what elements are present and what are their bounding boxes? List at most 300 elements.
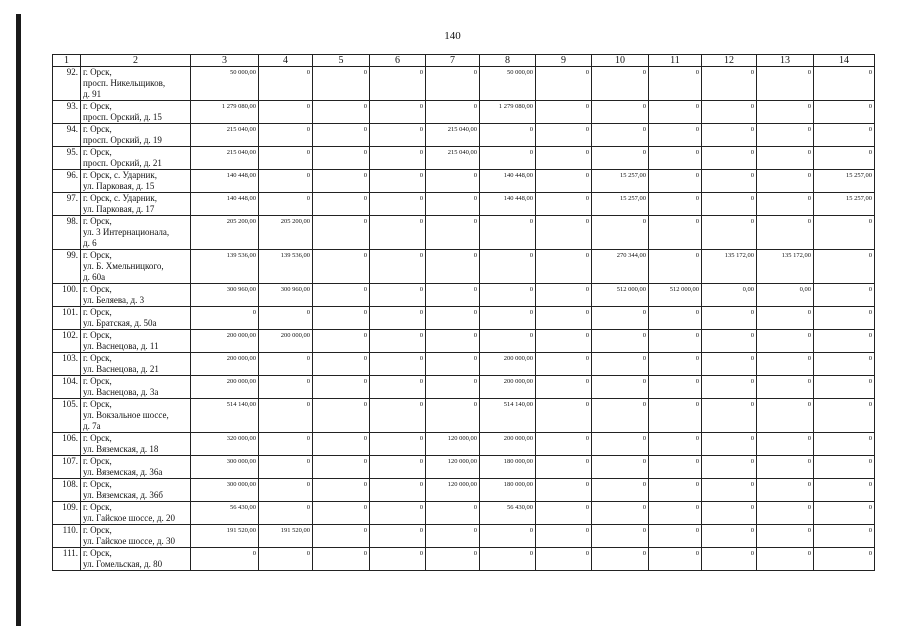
address-cell [81, 307, 191, 330]
value-cell: 0 [480, 250, 536, 284]
value-cell: 0 [649, 307, 702, 330]
value-cell: 180 000,00 [480, 479, 536, 502]
address-line: ул. Васнецова, д. 3а [83, 387, 159, 397]
table-row [53, 479, 875, 502]
value-cell: 0 [536, 147, 592, 170]
value-cell: 0 [814, 284, 875, 307]
value-cell: 0 [592, 376, 649, 399]
value-cell: 0 [814, 456, 875, 479]
value-cell: 0 [649, 330, 702, 353]
value-cell: 0 [757, 353, 814, 376]
value-cell: 0 [426, 216, 480, 250]
value-cell: 0 [313, 548, 370, 571]
address-line: г. Орск, [83, 250, 112, 260]
value-cell: 0,00 [757, 284, 814, 307]
address-line: просп. Орский, д. 15 [83, 112, 162, 122]
value-cell: 0 [649, 479, 702, 502]
table-row [53, 353, 875, 376]
value-cell: 0 [649, 193, 702, 216]
value-cell: 0 [757, 307, 814, 330]
value-cell: 0 [592, 479, 649, 502]
column-header: 2 [81, 55, 191, 67]
value-cell: 205 200,00 [191, 216, 259, 250]
value-cell: 0 [259, 502, 313, 525]
value-cell: 0 [702, 376, 757, 399]
value-cell: 215 040,00 [191, 147, 259, 170]
value-cell: 0 [313, 101, 370, 124]
column-header: 11 [649, 55, 702, 67]
value-cell: 0 [313, 170, 370, 193]
address-line: д. 60а [83, 272, 106, 282]
value-cell: 0 [480, 548, 536, 571]
value-cell: 0 [370, 525, 426, 548]
table-row [53, 330, 875, 353]
address-line: г. Орск, [83, 376, 112, 386]
value-cell: 320 000,00 [191, 433, 259, 456]
value-cell: 0 [757, 147, 814, 170]
column-header: 1 [53, 55, 81, 67]
address-line: г. Орск, [83, 330, 112, 340]
address-cell [81, 216, 191, 250]
value-cell: 0 [370, 170, 426, 193]
value-cell: 0 [536, 170, 592, 193]
address-line: г. Орск, [83, 525, 112, 535]
value-cell: 0 [426, 376, 480, 399]
value-cell: 0 [649, 525, 702, 548]
value-cell: 300 000,00 [191, 456, 259, 479]
value-cell: 0,00 [702, 284, 757, 307]
value-cell: 0 [702, 216, 757, 250]
address-cell [81, 548, 191, 571]
row-number: 96. [53, 170, 81, 193]
value-cell: 0 [702, 124, 757, 147]
value-cell: 0 [426, 250, 480, 284]
value-cell: 0 [702, 330, 757, 353]
value-cell: 0 [370, 284, 426, 307]
value-cell: 0 [426, 193, 480, 216]
value-cell: 0 [649, 147, 702, 170]
value-cell: 0 [702, 548, 757, 571]
value-cell: 56 430,00 [480, 502, 536, 525]
row-number: 104. [53, 376, 81, 399]
value-cell: 0 [480, 284, 536, 307]
value-cell: 0 [814, 525, 875, 548]
value-cell: 0 [702, 525, 757, 548]
value-cell: 139 536,00 [191, 250, 259, 284]
value-cell: 0 [536, 216, 592, 250]
value-cell: 300 000,00 [191, 479, 259, 502]
value-cell: 0 [536, 456, 592, 479]
table-row [53, 170, 875, 193]
row-number: 111. [53, 548, 81, 571]
address-line: г. Орск, [83, 399, 112, 409]
value-cell: 0 [259, 433, 313, 456]
row-number: 102. [53, 330, 81, 353]
address-line: просп. Орский, д. 21 [83, 158, 162, 168]
value-cell: 0 [313, 525, 370, 548]
value-cell: 0 [536, 433, 592, 456]
value-cell: 0 [426, 548, 480, 571]
column-header: 12 [702, 55, 757, 67]
value-cell: 0 [814, 250, 875, 284]
value-cell: 0 [370, 307, 426, 330]
value-cell: 0 [370, 399, 426, 433]
row-number: 92. [53, 67, 81, 101]
value-cell: 50 000,00 [191, 67, 259, 101]
value-cell: 0 [649, 502, 702, 525]
address-line: ул. Васнецова, д. 11 [83, 341, 159, 351]
value-cell: 0 [536, 124, 592, 147]
value-cell: 0 [426, 307, 480, 330]
column-header: 9 [536, 55, 592, 67]
address-line: ул. Васнецова, д. 21 [83, 364, 159, 374]
register-table [52, 54, 875, 571]
value-cell: 0 [814, 433, 875, 456]
address-line: ул. Вяземская, д. 18 [83, 444, 159, 454]
value-cell: 0 [592, 433, 649, 456]
value-cell: 0 [370, 193, 426, 216]
column-header: 8 [480, 55, 536, 67]
column-header: 3 [191, 55, 259, 67]
value-cell: 0 [313, 193, 370, 216]
value-cell: 0 [536, 193, 592, 216]
value-cell: 0 [757, 548, 814, 571]
value-cell: 205 200,00 [259, 216, 313, 250]
value-cell: 0 [649, 216, 702, 250]
address-line: ул. Вяземская, д. 36а [83, 467, 163, 477]
value-cell: 0 [313, 124, 370, 147]
value-cell: 140 448,00 [191, 170, 259, 193]
address-cell [81, 399, 191, 433]
column-header: 5 [313, 55, 370, 67]
value-cell: 0 [702, 353, 757, 376]
table-row [53, 433, 875, 456]
value-cell: 200 000,00 [191, 376, 259, 399]
address-line: д. 7а [83, 421, 101, 431]
value-cell: 0 [536, 250, 592, 284]
value-cell: 0 [259, 353, 313, 376]
value-cell: 0 [426, 284, 480, 307]
value-cell: 0 [370, 353, 426, 376]
table-row [53, 250, 875, 284]
value-cell: 56 430,00 [191, 502, 259, 525]
table-row [53, 101, 875, 124]
row-number: 105. [53, 399, 81, 433]
value-cell: 0 [757, 193, 814, 216]
address-line: г. Орск, [83, 307, 112, 317]
value-cell: 0 [259, 67, 313, 101]
address-line: г. Орск, [83, 101, 112, 111]
address-line: ул. Парковая, д. 15 [83, 181, 155, 191]
value-cell: 0 [370, 101, 426, 124]
header-row [53, 55, 875, 67]
column-header: 4 [259, 55, 313, 67]
address-cell [81, 330, 191, 353]
value-cell: 0 [313, 376, 370, 399]
value-cell: 0 [592, 456, 649, 479]
value-cell: 0 [814, 330, 875, 353]
address-line: г. Орск, [83, 479, 112, 489]
row-number: 107. [53, 456, 81, 479]
value-cell: 0 [259, 456, 313, 479]
value-cell: 0 [649, 124, 702, 147]
value-cell: 0 [592, 216, 649, 250]
value-cell: 215 040,00 [191, 124, 259, 147]
value-cell: 0 [370, 67, 426, 101]
value-cell: 0 [259, 399, 313, 433]
address-line: г. Орск, [83, 456, 112, 466]
value-cell: 0 [702, 456, 757, 479]
value-cell: 0 [370, 433, 426, 456]
value-cell: 0 [702, 433, 757, 456]
value-cell: 140 448,00 [480, 193, 536, 216]
address-line: ул. Вокзальное шоссе, [83, 410, 169, 420]
address-line: г. Орск, [83, 147, 112, 157]
value-cell: 0 [814, 479, 875, 502]
address-line: ул. Беляева, д. 3 [83, 295, 145, 305]
value-cell: 0 [814, 124, 875, 147]
value-cell: 0 [757, 502, 814, 525]
value-cell: 0 [757, 124, 814, 147]
column-header: 7 [426, 55, 480, 67]
value-cell: 0 [702, 307, 757, 330]
value-cell: 0 [757, 376, 814, 399]
value-cell: 191 520,00 [191, 525, 259, 548]
left-binding-bar [16, 14, 21, 626]
value-cell: 0 [649, 101, 702, 124]
address-line: просп. Никельщиков, [83, 78, 166, 88]
value-cell: 0 [702, 101, 757, 124]
address-line: ул. Гомельская, д. 80 [83, 559, 163, 569]
value-cell: 0 [370, 124, 426, 147]
value-cell: 0 [757, 216, 814, 250]
value-cell: 0 [814, 548, 875, 571]
value-cell: 191 520,00 [259, 525, 313, 548]
table-body [53, 67, 875, 571]
value-cell: 0 [814, 147, 875, 170]
value-cell: 0 [536, 101, 592, 124]
value-cell: 0 [592, 307, 649, 330]
value-cell: 15 257,00 [814, 193, 875, 216]
value-cell: 0 [313, 250, 370, 284]
column-header: 6 [370, 55, 426, 67]
table-row [53, 307, 875, 330]
value-cell: 15 257,00 [814, 170, 875, 193]
value-cell: 0 [592, 548, 649, 571]
row-number: 95. [53, 147, 81, 170]
address-cell [81, 353, 191, 376]
table-row [53, 284, 875, 307]
value-cell: 0 [426, 502, 480, 525]
table-row [53, 147, 875, 170]
value-cell: 0 [649, 456, 702, 479]
address-cell [81, 525, 191, 548]
value-cell: 0 [426, 101, 480, 124]
value-cell: 0 [536, 502, 592, 525]
value-cell: 0 [757, 399, 814, 433]
value-cell: 512 000,00 [649, 284, 702, 307]
value-cell: 0 [370, 147, 426, 170]
address-line: г. Орск, с. Ударник, [83, 193, 157, 203]
value-cell: 0 [259, 124, 313, 147]
value-cell: 0 [649, 548, 702, 571]
value-cell: 135 172,00 [757, 250, 814, 284]
value-cell: 0 [536, 67, 592, 101]
address-line: г. Орск, [83, 502, 112, 512]
row-number: 103. [53, 353, 81, 376]
value-cell: 0 [702, 147, 757, 170]
value-cell: 0 [370, 456, 426, 479]
address-line: д. 91 [83, 89, 102, 99]
value-cell: 0 [592, 525, 649, 548]
row-number: 94. [53, 124, 81, 147]
value-cell: 135 172,00 [702, 250, 757, 284]
address-line: г. Орск, [83, 124, 112, 134]
row-number: 110. [53, 525, 81, 548]
column-header: 14 [814, 55, 875, 67]
value-cell: 0 [757, 101, 814, 124]
value-cell: 0 [536, 330, 592, 353]
table-row [53, 456, 875, 479]
value-cell: 0 [313, 479, 370, 502]
value-cell: 0 [259, 307, 313, 330]
value-cell: 0 [426, 353, 480, 376]
value-cell: 300 960,00 [191, 284, 259, 307]
value-cell: 0 [259, 170, 313, 193]
value-cell: 0 [313, 284, 370, 307]
value-cell: 0 [536, 307, 592, 330]
value-cell: 0 [592, 399, 649, 433]
value-cell: 215 040,00 [426, 124, 480, 147]
value-cell: 0 [702, 399, 757, 433]
value-cell: 0 [536, 548, 592, 571]
value-cell: 0 [702, 502, 757, 525]
value-cell: 1 279 080,00 [191, 101, 259, 124]
value-cell: 0 [814, 67, 875, 101]
table-row [53, 193, 875, 216]
value-cell: 0 [313, 399, 370, 433]
address-line: г. Орск, [83, 548, 112, 558]
value-cell: 512 000,00 [592, 284, 649, 307]
value-cell: 140 448,00 [480, 170, 536, 193]
value-cell: 0 [259, 101, 313, 124]
row-number: 97. [53, 193, 81, 216]
value-cell: 0 [480, 147, 536, 170]
value-cell: 0 [480, 330, 536, 353]
column-header: 13 [757, 55, 814, 67]
table-row [53, 548, 875, 571]
value-cell: 0 [191, 307, 259, 330]
value-cell: 0 [757, 330, 814, 353]
value-cell: 0 [536, 284, 592, 307]
value-cell: 120 000,00 [426, 433, 480, 456]
value-cell: 215 040,00 [426, 147, 480, 170]
value-cell: 0 [313, 353, 370, 376]
value-cell: 0 [757, 456, 814, 479]
address-line: ул. Гайское шоссе, д. 20 [83, 513, 175, 523]
value-cell: 200 000,00 [480, 433, 536, 456]
value-cell: 0 [313, 67, 370, 101]
value-cell: 0 [370, 250, 426, 284]
value-cell: 0 [313, 456, 370, 479]
table-row [53, 525, 875, 548]
value-cell: 0 [814, 216, 875, 250]
value-cell: 0 [757, 433, 814, 456]
value-cell: 0 [259, 147, 313, 170]
value-cell: 0 [259, 479, 313, 502]
value-cell: 0 [313, 307, 370, 330]
value-cell: 1 279 080,00 [480, 101, 536, 124]
value-cell: 0 [592, 147, 649, 170]
address-cell [81, 433, 191, 456]
table-row [53, 376, 875, 399]
table-row [53, 399, 875, 433]
value-cell: 0 [259, 193, 313, 216]
value-cell: 514 140,00 [480, 399, 536, 433]
value-cell: 0 [313, 330, 370, 353]
address-line: ул. 3 Интернационала, [83, 227, 170, 237]
value-cell: 0 [370, 502, 426, 525]
value-cell: 15 257,00 [592, 193, 649, 216]
row-number: 108. [53, 479, 81, 502]
value-cell: 0 [814, 307, 875, 330]
value-cell: 0 [370, 330, 426, 353]
value-cell: 0 [702, 479, 757, 502]
value-cell: 0 [313, 216, 370, 250]
address-line: г. Орск, [83, 353, 112, 363]
address-cell [81, 502, 191, 525]
value-cell: 0 [592, 330, 649, 353]
value-cell: 0 [702, 170, 757, 193]
value-cell: 0 [814, 353, 875, 376]
address-cell [81, 376, 191, 399]
value-cell: 0 [259, 376, 313, 399]
value-cell: 0 [480, 525, 536, 548]
row-number: 99. [53, 250, 81, 284]
table-row [53, 502, 875, 525]
value-cell: 0 [814, 502, 875, 525]
address-cell [81, 147, 191, 170]
value-cell: 0 [592, 502, 649, 525]
value-cell: 120 000,00 [426, 479, 480, 502]
value-cell: 0 [592, 124, 649, 147]
address-line: г. Орск, с. Ударник, [83, 170, 157, 180]
value-cell: 0 [536, 525, 592, 548]
address-cell [81, 479, 191, 502]
row-number: 100. [53, 284, 81, 307]
value-cell: 140 448,00 [191, 193, 259, 216]
table-row [53, 124, 875, 147]
value-cell: 0 [592, 67, 649, 101]
value-cell: 0 [649, 376, 702, 399]
value-cell: 0 [313, 147, 370, 170]
value-cell: 200 000,00 [191, 330, 259, 353]
value-cell: 0 [649, 399, 702, 433]
value-cell: 0 [536, 399, 592, 433]
address-cell [81, 101, 191, 124]
value-cell: 200 000,00 [480, 353, 536, 376]
value-cell: 0 [313, 433, 370, 456]
table-row [53, 67, 875, 101]
value-cell: 0 [426, 525, 480, 548]
row-number: 98. [53, 216, 81, 250]
value-cell: 0 [536, 376, 592, 399]
value-cell: 0 [191, 548, 259, 571]
value-cell: 120 000,00 [426, 456, 480, 479]
row-number: 93. [53, 101, 81, 124]
value-cell: 0 [370, 548, 426, 571]
address-line: просп. Орский, д. 19 [83, 135, 162, 145]
